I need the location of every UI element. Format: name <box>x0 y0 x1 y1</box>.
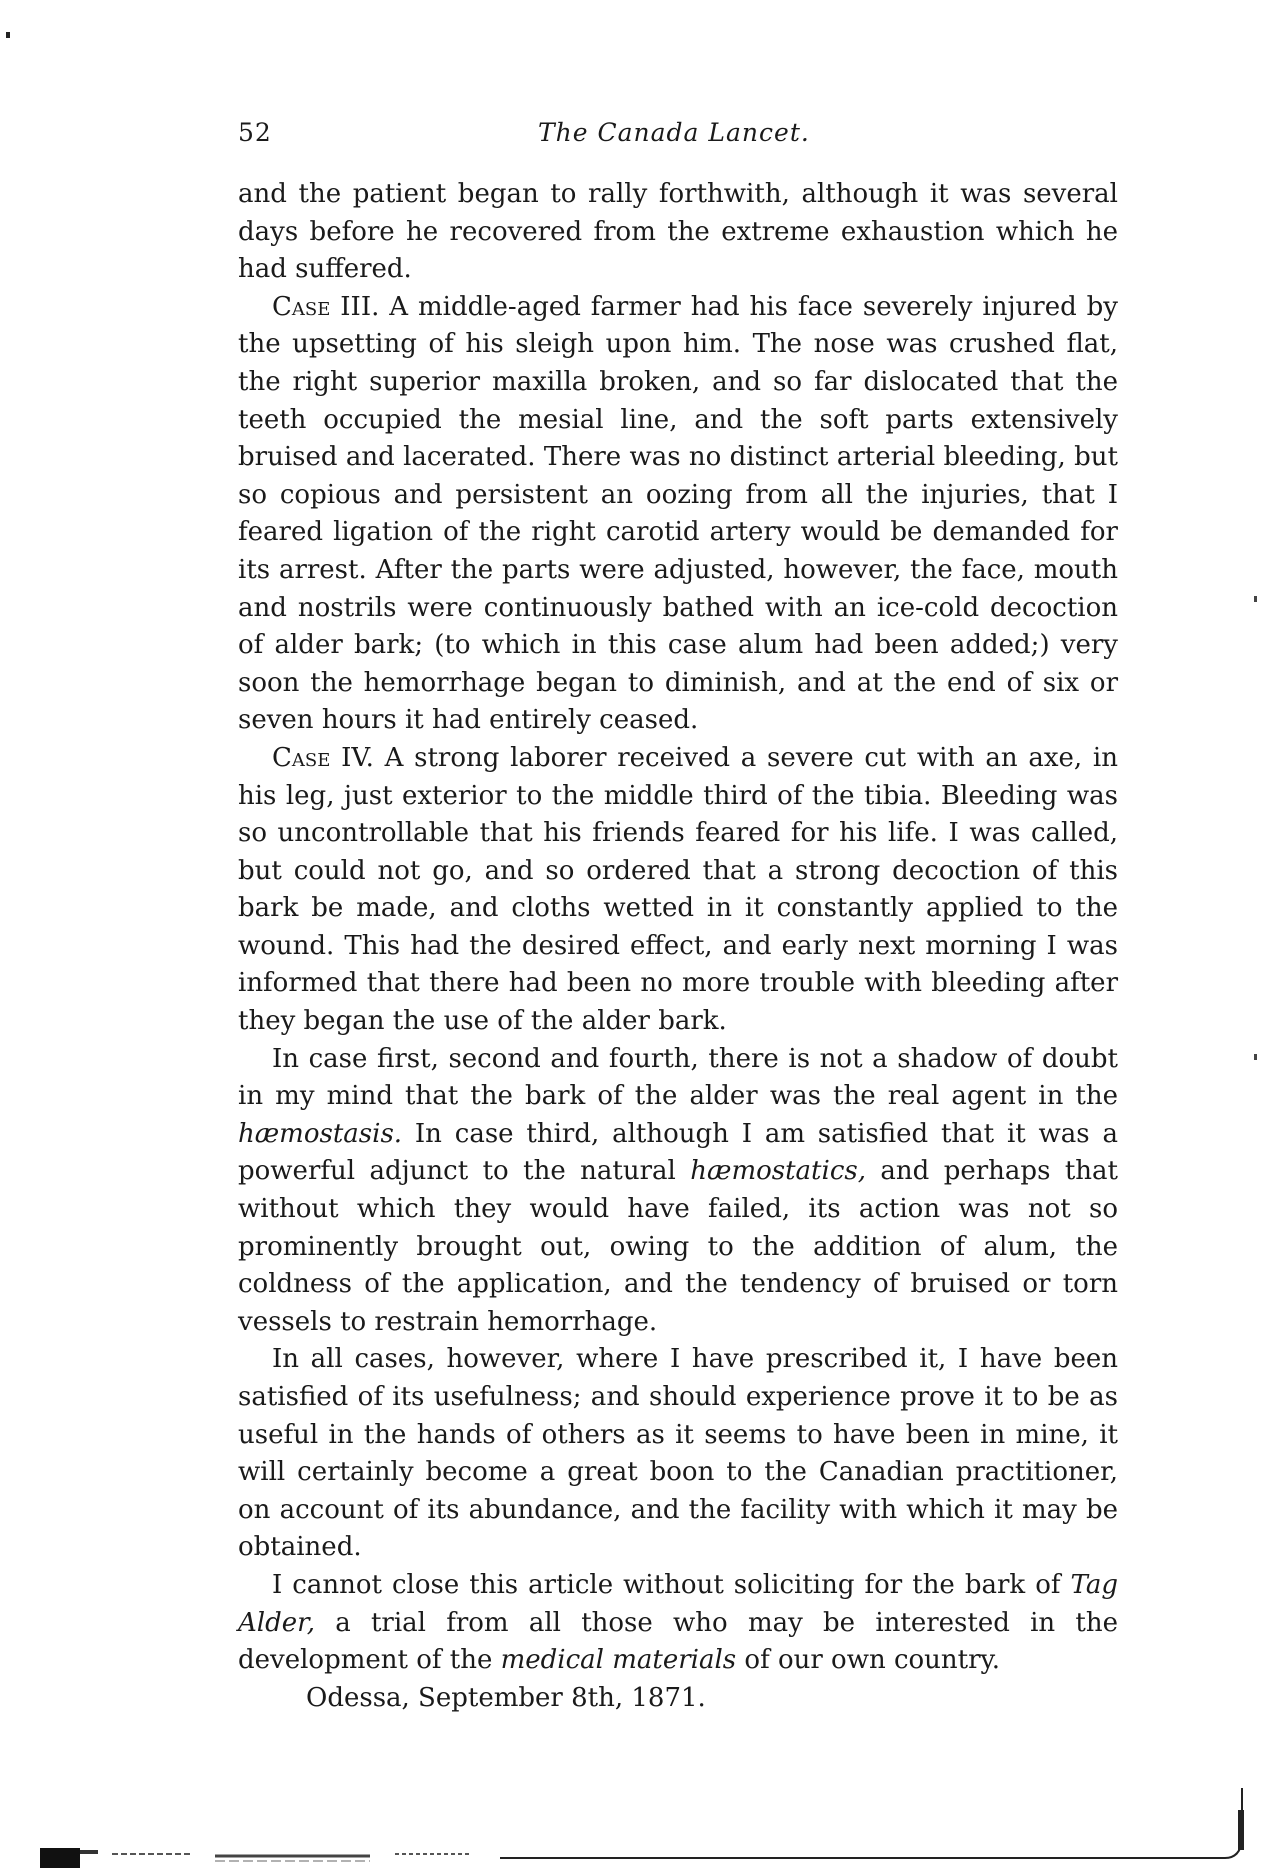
italic-term: medical materials <box>500 1645 737 1676</box>
running-title: The Canada Lancet. <box>538 118 810 147</box>
paragraph-text: a trial from all those who may be interested in the development of the <box>238 1607 1118 1676</box>
scan-edge-artifact <box>40 1780 1265 1873</box>
paragraph-text: In case first, second and fourth, there is not a shadow of doubt in my mind that the bark of the alder was the real agent in the <box>238 1043 1118 1112</box>
paragraph-closing <box>238 1567 1118 1680</box>
scan-speck <box>6 32 10 38</box>
paragraph-text: of our own country. <box>736 1645 1001 1676</box>
signature-line <box>238 1680 1118 1718</box>
paragraph-continued <box>238 176 1118 289</box>
page-header <box>238 118 1118 158</box>
italic-term: Tag Alder, <box>238 1569 1118 1638</box>
italic-term: hæmostasis. <box>238 1118 403 1149</box>
paragraph-conclusion <box>238 1341 1118 1567</box>
article-body <box>238 176 1118 1717</box>
paragraph-text: I cannot close this article without soliciting for the bark of <box>272 1569 1071 1600</box>
paragraph-text: A middle-aged farmer had his face severely injured by the upsetting of his sleigh upon him. The nose was crushed flat, the right superior maxilla broken, and so far dislocated that the teeth occupied the mesial line, and the soft parts extensively bruised and lacerated. There was no distinct arterial bleeding, but so copious and persistent an oozing from all the injuries, that I feared ligation of the right carotid artery would be demanded for its arrest. After the parts were adjusted, however, the face, mouth and nostrils were continuously bathed with an ice-cold decoction of alder bark; (to which in this case alum had been added;) very soon the hemorrhage began to diminish, and at the end of six or seven hours it had entirely ceased. <box>238 291 1118 736</box>
page-number: 52 <box>238 118 272 147</box>
paragraph-text: A strong laborer received a severe cut with an axe, in his leg, just exterior to the middle third of the tibia. Bleeding was so uncontrollable that his friends feared for his life. I was called, but could not go, and so ordered that a strong decoction of this bark be made, and cloths wetted in it constantly applied to the wound. This had the desired effect, and early next morning I was informed that there had been no more trouble with bleeding after they began the use of the alder bark. <box>238 742 1118 1037</box>
paragraph-text: and perhaps that without which they would have failed, its action was not so prominently brought out, owing to the addition of alum, the coldness of the application, and the tendency of bruised or torn vessels to restrain hemorrhage. <box>238 1156 1118 1337</box>
paragraph-text: In all cases, however, where I have prescribed it, I have been satisfied of its usefulness; and should experience prove it to be as useful in the hands of others as it seems to have been in mine, it will certainly become a great boon to the Canadian practitioner, on account of its abundance, and the facility with which it may be obtained. <box>238 1344 1118 1563</box>
paragraph-case-iv <box>238 740 1118 1041</box>
paragraph-case-iii <box>238 289 1118 740</box>
italic-term: hæmostatics, <box>690 1156 866 1187</box>
signature-text: Odessa, September 8th, 1871. <box>306 1682 706 1713</box>
paragraph-text: and the patient began to rally forthwith, although it was several days before he recovered from the extreme exhaustion which he had suffered. <box>238 179 1118 285</box>
paragraph-discussion <box>238 1041 1118 1342</box>
scan-speck <box>1254 1054 1257 1060</box>
scan-speck <box>1254 596 1257 602</box>
case-heading: Case IV. <box>272 742 374 773</box>
paragraph-text: In case third, although I am satisfied that it was a powerful adjunct to the natural <box>238 1118 1118 1187</box>
case-heading: Case III. <box>272 291 380 322</box>
